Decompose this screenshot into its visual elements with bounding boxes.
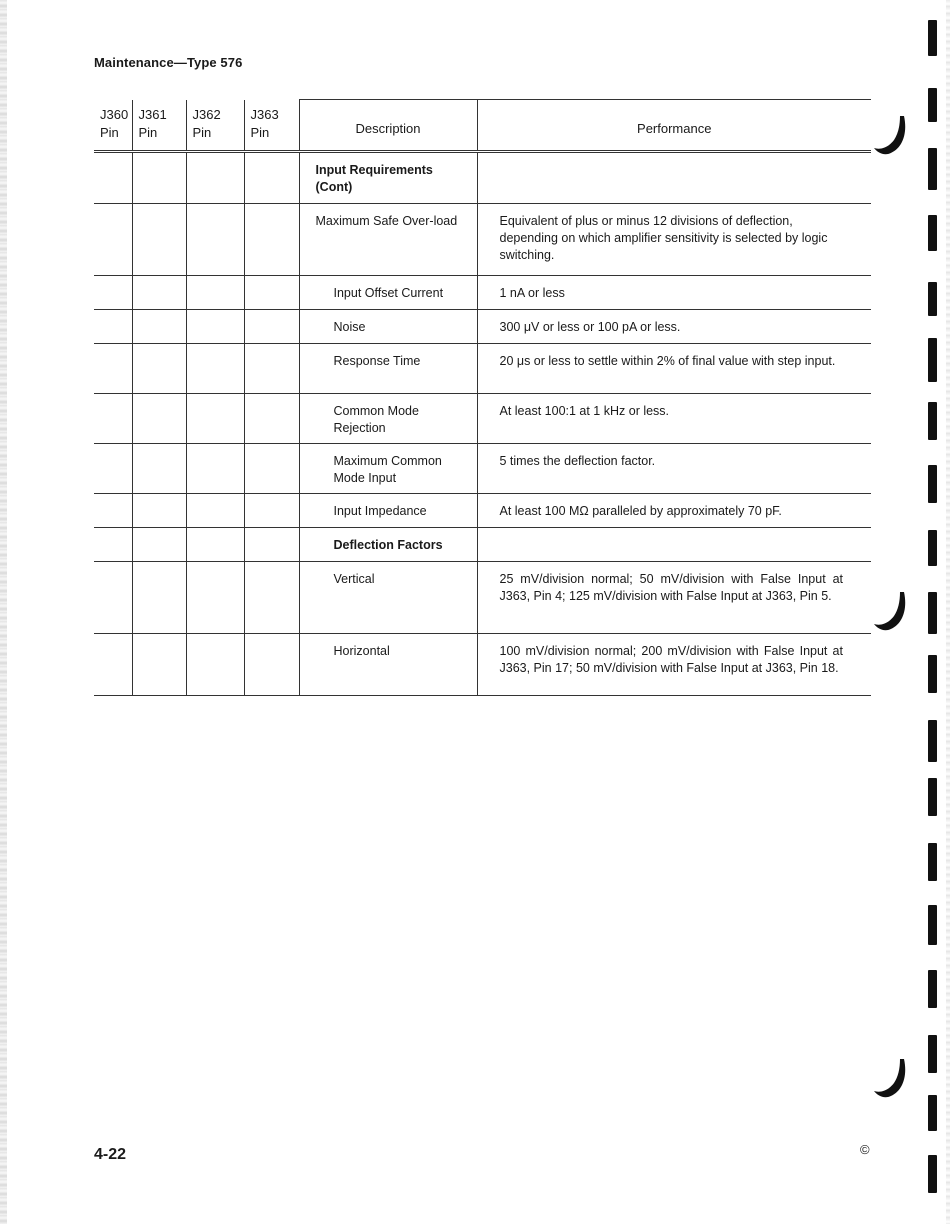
performance-text: At least 100:1 at 1 kHz or less. xyxy=(499,403,670,418)
pin-cell xyxy=(132,493,186,527)
pin-cell xyxy=(94,151,132,203)
pin-cell xyxy=(94,203,132,275)
table-row xyxy=(94,443,871,493)
pin-cell xyxy=(132,203,186,275)
binding-mark xyxy=(928,1035,937,1073)
description-text: Maximum Safe Over-load xyxy=(315,213,458,228)
binding-mark xyxy=(928,655,937,693)
pin-cell xyxy=(186,151,244,203)
pin-cell xyxy=(132,393,186,443)
binding-mark xyxy=(928,20,937,56)
binding-mark xyxy=(928,592,937,634)
description-text: Response Time xyxy=(333,353,421,368)
description-cell xyxy=(299,275,477,309)
pin-cell xyxy=(186,309,244,343)
table-row xyxy=(94,561,871,633)
pin-cell xyxy=(132,151,186,203)
copyright-mark: © xyxy=(860,1142,870,1157)
description-text: Horizontal xyxy=(333,643,390,658)
pin-cell xyxy=(244,393,299,443)
performance-cell xyxy=(477,309,871,343)
table-row xyxy=(94,151,871,203)
pin-cell xyxy=(94,443,132,493)
description-cell xyxy=(299,527,477,561)
description-cell xyxy=(299,151,477,203)
binding-mark xyxy=(928,530,937,566)
performance-text: At least 100 MΩ paralleled by approximately 70 pF. xyxy=(499,503,782,518)
binding-mark xyxy=(928,402,937,440)
performance-text xyxy=(484,153,866,162)
pin-cell xyxy=(132,343,186,393)
pin-cell xyxy=(94,343,132,393)
table-row xyxy=(94,493,871,527)
description-cell xyxy=(299,443,477,493)
pin-cell xyxy=(132,527,186,561)
col-j362: J362 Pin xyxy=(186,100,244,152)
binding-mark xyxy=(928,338,937,382)
performance-text: 25 mV/division normal; 50 mV/division with False Input at J363, Pin 4; 125 mV/division with False Input at J363, Pin 5. xyxy=(499,571,843,603)
pin-cell xyxy=(244,443,299,493)
performance-cell xyxy=(477,633,871,695)
description-text: Deflection Factors xyxy=(333,537,443,552)
col-performance: Performance xyxy=(477,100,871,152)
pin-cell xyxy=(186,343,244,393)
pin-cell xyxy=(244,527,299,561)
binding-hook-icon xyxy=(872,112,912,160)
description-text: Input Requirements (Cont) xyxy=(315,162,433,194)
performance-text: 5 times the deflection factor. xyxy=(499,453,656,468)
binding-marks xyxy=(925,0,945,1224)
col-j360: J360 Pin xyxy=(94,100,132,152)
pin-cell xyxy=(94,309,132,343)
pin-cell xyxy=(94,275,132,309)
description-cell xyxy=(299,561,477,633)
table-row xyxy=(94,309,871,343)
page-header: Maintenance—Type 576 xyxy=(94,55,243,70)
binding-mark xyxy=(928,905,937,945)
description-cell xyxy=(299,393,477,443)
binding-mark xyxy=(928,1155,937,1193)
pin-cell xyxy=(94,633,132,695)
pin-cell xyxy=(94,527,132,561)
binding-mark xyxy=(928,215,937,251)
binding-mark xyxy=(928,282,937,316)
table-row xyxy=(94,343,871,393)
performance-cell xyxy=(477,527,871,561)
table-row xyxy=(94,275,871,309)
performance-text: 20 μs or less to settle within 2% of final value with step input. xyxy=(499,353,836,368)
pin-cell xyxy=(94,561,132,633)
performance-text: 100 mV/division normal; 200 mV/division with False Input at J363, Pin 17; 50 mV/division with False Input at J363, Pin 18. xyxy=(499,643,843,675)
binding-mark xyxy=(928,1095,937,1131)
pin-cell xyxy=(132,443,186,493)
performance-cell xyxy=(477,203,871,275)
binding-mark xyxy=(928,843,937,881)
table-row xyxy=(94,393,871,443)
scan-left-edge xyxy=(0,0,7,1224)
table-row xyxy=(94,527,871,561)
page-number: 4-22 xyxy=(94,1146,127,1163)
pin-cell xyxy=(186,493,244,527)
pin-cell xyxy=(244,151,299,203)
col-j363: J363 Pin xyxy=(244,100,299,152)
pin-cell xyxy=(186,393,244,443)
pin-cell xyxy=(186,443,244,493)
pin-cell xyxy=(244,633,299,695)
performance-cell xyxy=(477,343,871,393)
pin-cell xyxy=(94,393,132,443)
table-row xyxy=(94,203,871,275)
pin-cell xyxy=(244,561,299,633)
pin-cell xyxy=(244,275,299,309)
scan-right-edge xyxy=(946,0,950,1224)
table-header-row xyxy=(94,100,871,152)
table-row xyxy=(94,633,871,695)
performance-cell xyxy=(477,151,871,203)
pin-cell xyxy=(244,493,299,527)
description-text: Input Impedance xyxy=(333,503,427,518)
pin-cell xyxy=(132,561,186,633)
description-text: Input Offset Current xyxy=(333,285,444,300)
pin-cell xyxy=(186,561,244,633)
description-cell xyxy=(299,493,477,527)
pin-cell xyxy=(94,493,132,527)
col-j361: J361 Pin xyxy=(132,100,186,152)
pin-cell xyxy=(186,275,244,309)
pin-cell xyxy=(244,203,299,275)
description-text: Noise xyxy=(333,319,366,334)
description-cell xyxy=(299,309,477,343)
col-description: Description xyxy=(299,100,477,152)
pin-cell xyxy=(186,527,244,561)
binding-mark xyxy=(928,148,937,190)
spec-table xyxy=(94,99,871,696)
pin-cell xyxy=(132,309,186,343)
binding-mark xyxy=(928,465,937,503)
binding-mark xyxy=(928,970,937,1008)
performance-text: 1 nA or less xyxy=(499,285,565,300)
performance-text: Equivalent of plus or minus 12 divisions of deflection, depending on which amplifier sensitivity is selected by logic switching. xyxy=(499,213,828,262)
binding-mark xyxy=(928,778,937,816)
binding-hook-icon xyxy=(872,1055,912,1103)
description-cell xyxy=(299,343,477,393)
pin-cell xyxy=(186,633,244,695)
performance-cell xyxy=(477,393,871,443)
pin-cell xyxy=(132,275,186,309)
pin-cell xyxy=(132,633,186,695)
performance-cell xyxy=(477,275,871,309)
description-cell xyxy=(299,633,477,695)
pin-cell xyxy=(186,203,244,275)
binding-mark xyxy=(928,88,937,122)
binding-hook-icon xyxy=(872,588,912,636)
description-cell xyxy=(299,203,477,275)
description-text: Vertical xyxy=(333,571,375,586)
binding-mark xyxy=(928,720,937,762)
pin-cell xyxy=(244,343,299,393)
description-text: Common Mode Rejection xyxy=(333,403,419,435)
performance-text: 300 μV or less or 100 pA or less. xyxy=(499,319,681,334)
description-text: Maximum Common Mode Input xyxy=(333,453,442,485)
performance-cell xyxy=(477,443,871,493)
performance-text xyxy=(484,528,866,537)
pin-cell xyxy=(244,309,299,343)
performance-cell xyxy=(477,493,871,527)
performance-cell xyxy=(477,561,871,633)
